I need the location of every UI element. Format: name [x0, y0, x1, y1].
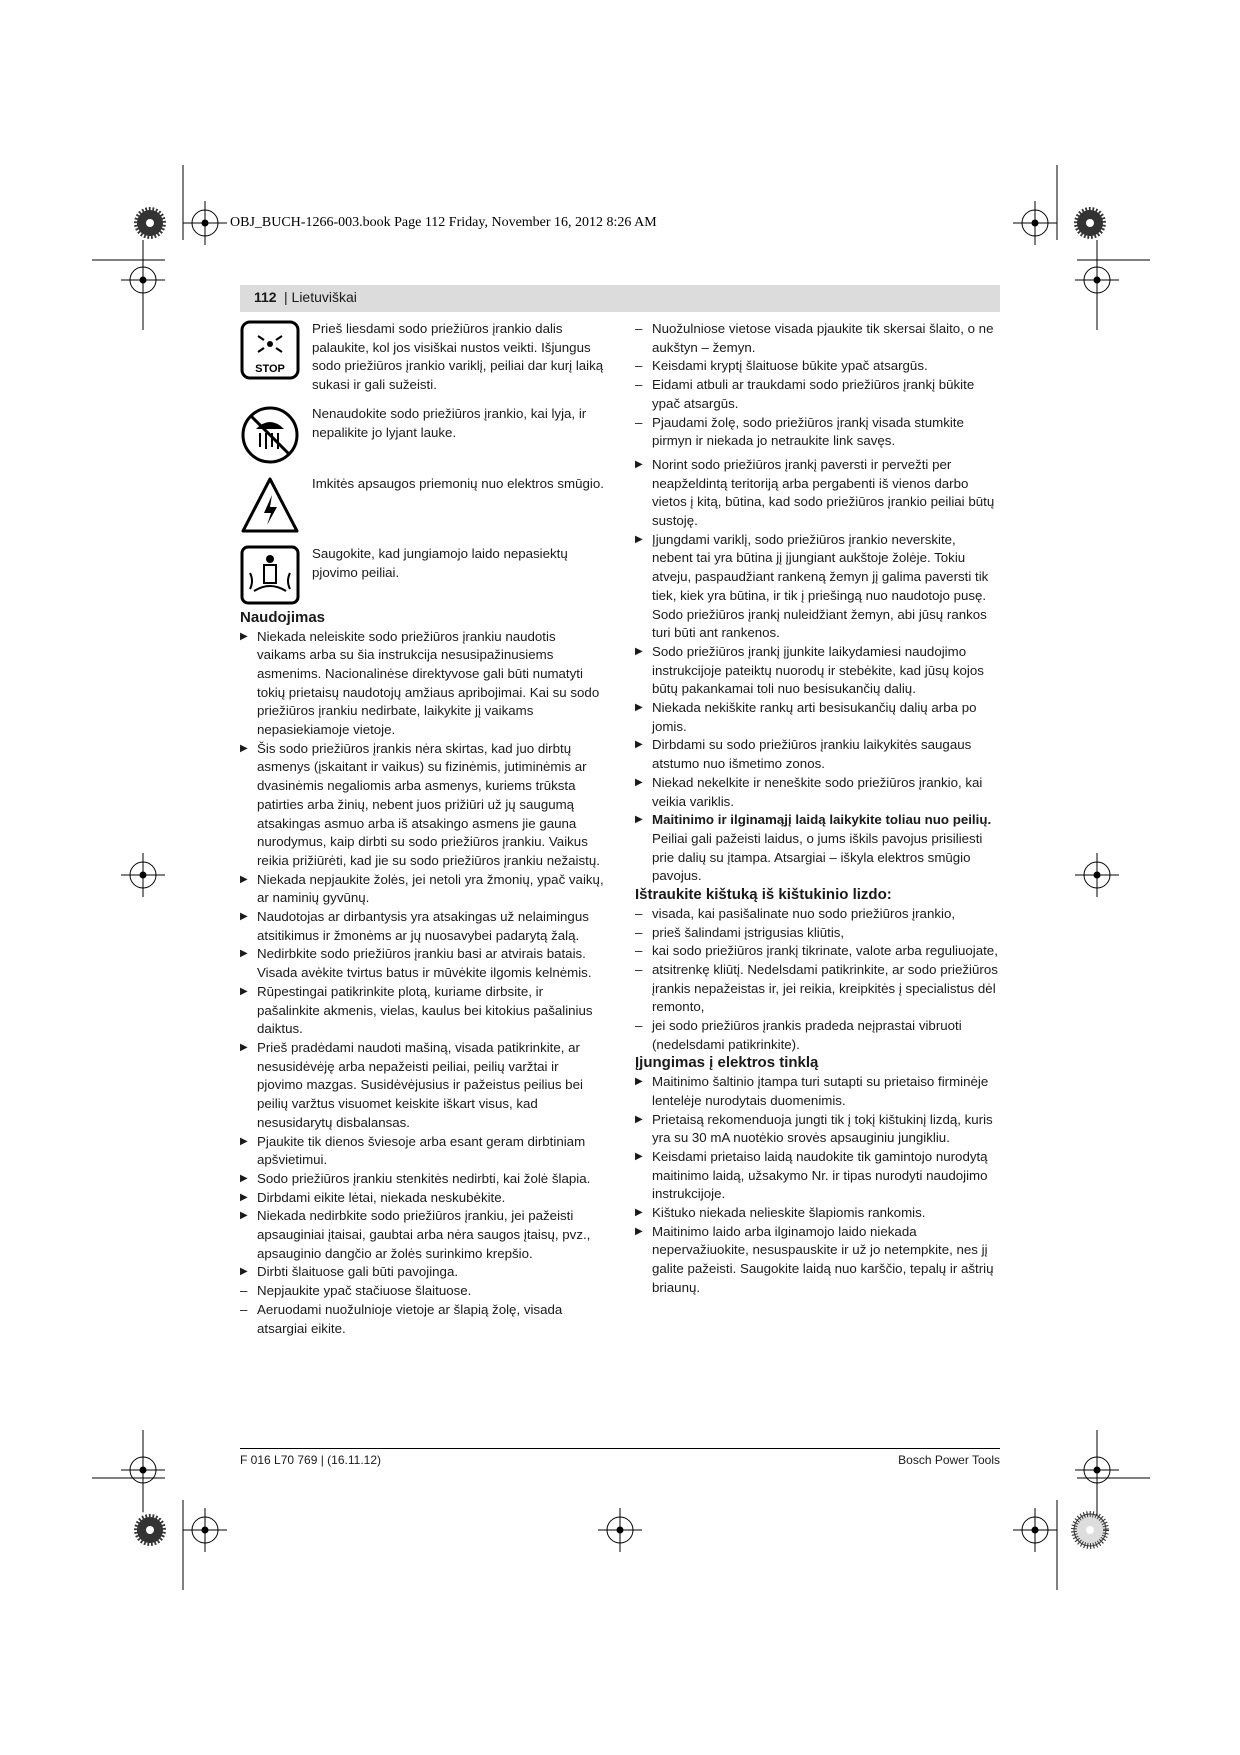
list-item: ▶ Naudotojas ar dirbantysis yra atsakingas už nelaimingus atsitikimus ir žmonėms ar jų nuosavybei padarytą žalą. [240, 909, 589, 943]
list-item: ▶ Dirbdami eikite lėtai, niekada neskubėkite. [240, 1189, 605, 1208]
bullet-marker: ▶ [635, 645, 643, 657]
list-item: ▶ Dirbti šlaituose gali būti pavojinga. [240, 1263, 605, 1282]
dash-marker: – [635, 905, 643, 921]
list-item: ▶ Niekad nekelkite ir neneškite sodo priežiūros įrankio, kai veikia variklis. [635, 774, 983, 809]
bullet-marker: ▶ [240, 1191, 248, 1203]
stop-label: STOP [255, 363, 285, 375]
dash-marker: – [240, 1283, 248, 1299]
list-item: ▶ Niekada nedirbkite sodo priežiūros įrankiu, jei pažeisti apsauginiai įtaisai, gaubtai arba nėra saugos įtaisų, pvz., apsauginio dangčio ar žolės surinkimo krepšio. [240, 1208, 591, 1261]
bullet-marker: ▶ [240, 985, 248, 997]
list-item: ▶ Maitinimo laido arba ilginamojo laido niekada nepervažiuokite, nesuspauskite ir už jo netempkite, nes jį galite pažeisti. Saugokite laidą nuo karščio, tepalų ir aštrių briaunų. [635, 1223, 994, 1295]
bullet-marker: ▶ [240, 1041, 248, 1053]
footer-brand: Bosch Power Tools [898, 1453, 1000, 1467]
bullet-marker: ▶ [240, 1266, 248, 1278]
list-item: ▶ Prieš pradėdami naudoti mašiną, visada patikrinkite, ar nesusidėvėję arba nepažeisti peiliai, peilių varžtai ir pjovimo mazgas. Susidėvėjusius ir pažeistus peilius bei peilių varžtus visuomet keiskite iškart visus, kad nesusidarytų disbalansas. [240, 1039, 583, 1130]
dash-item: – Eidami atbuli ar traukdami sodo priežiūros įrankį būkite ypač atsargūs. [635, 377, 975, 411]
cable-warning [240, 545, 605, 605]
page-number: 112 [254, 289, 277, 305]
dash-item: – prieš šalindami įstrigusias kliūtis, [635, 924, 1000, 943]
list-item: ▶ Sodo priežiūros įrankiu stenkitės nedirbti, kai žolė šlapia. [240, 1170, 605, 1189]
operation-list [635, 456, 1000, 886]
list-item: ▶ Kištuko niekada nelieskite šlapiomis rankomis. [635, 1204, 1000, 1223]
list-item: ▶ Dirbdami su sodo priežiūros įrankiu laikykitės saugaus atstumo nuo išmetimo zonos. [635, 737, 972, 772]
bullet-marker: ▶ [635, 1150, 643, 1162]
dash-item: – atsitrenkę kliūtį. Nedelsdami patikrinkite, ar sodo priežiūros įrankis nepažeistas ir, jei reikia, kreipkitės į specialistus dėl remonto, [635, 961, 998, 1015]
dash-item: – Keisdami kryptį šlaituose būkite ypač atsargūs. [635, 357, 1000, 376]
bullet-marker: ▶ [240, 742, 248, 754]
dash-marker: – [635, 321, 643, 336]
dash-item: – jei sodo priežiūros įrankis pradeda neįprastai vibruoti (nedelsdami patikrinkite). [635, 1018, 962, 1052]
bullet-marker: ▶ [635, 533, 643, 545]
list-item: ▶ Įjungdami variklį, sodo priežiūros įrankio neverskite, nebent tai yra būtina jį įjungiant aukštoje žolėje. Tokiu atveju, paspaudžiant rankeną žemyn jį galima paversti tik tiek, kiek yra būtina, ir tik į priešingą nuo naudotojo pusę. Sodo priežiūros įrankį nuleidžiant žemyn, abi jūsų rankos turi būti ant rankenos. [635, 531, 989, 641]
shock-warning [240, 475, 605, 535]
mains-heading: Įjungimas į elektros tinklą [635, 1054, 819, 1072]
footer-code: F 016 L70 769 | (16.11.12) [240, 1453, 381, 1467]
list-item: ▶ Šis sodo priežiūros įrankis nėra skirtas, kad juo dirbtų asmenys (įskaitant ir vaikus) su fizinėmis, jutiminėmis ar dvasinėmis negaliomis arba asmenys, kuriems trūksta patirties arba žinių, nebent juos prižiūri už jų saugumą atsakingas asmuo arba iš atsakingo asmens jie gauna nurodymus, kaip dirbti su sodo priežiūros įrankiu. Vaikus reikia prižiūrėti, kad jie su sodo priežiūros įrankiu nežaistų. [240, 740, 600, 868]
bullet-marker: ▶ [240, 1172, 248, 1184]
right-column [635, 320, 1000, 1298]
bullet-marker: ▶ [635, 1076, 643, 1088]
bullet-marker: ▶ [240, 873, 248, 885]
dash-item: – visada, kai pasišalinate nuo sodo priežiūros įrankio, [635, 905, 1000, 924]
no-rain-icon [240, 405, 300, 465]
dash-marker: – [635, 358, 643, 374]
list-item: ▶ Nedirbkite sodo priežiūros įrankiu basi ar atvirais batais. Visada avėkite tvirtus batus ir mūvėkite ilgomis kelnėmis. [240, 946, 592, 981]
language-label: | Lietuviškai [284, 289, 357, 305]
dash-marker: – [635, 961, 643, 977]
left-column [240, 320, 605, 1338]
list-item: ▶ Prietaisą rekomenduoja jungti tik į tokį kištukinį lizdą, kuris yra su 30 mA nuotėkio srovės apsauginiu jungikliu. [635, 1111, 993, 1146]
list-item: ▶ Keisdami prietaiso laidą naudokite tik gamintojo nurodytą maitinimo laidą, užsakymo Nr. ir tipas nurodyti naudojimo instrukcijoje. [635, 1148, 988, 1202]
cable-blade-icon [240, 545, 300, 605]
list-item: ▶ Sodo priežiūros įrankį įjunkite laikydamiesi naudojimo instrukcijoje pateiktų nuorodų ir stebėkite, kad jūsų kojos būtų pakankamai toli nuo besisukančių dalių. [635, 643, 984, 697]
bullet-marker: ▶ [635, 1225, 643, 1237]
list-item: ▶ Niekada nekiškite rankų arti besisukančių dalių arba po jomis. [635, 700, 977, 734]
dash-item: – Pjaudami žolę, sodo priežiūros įrankį visada stumkite pirmyn ir niekada jo netraukite link savęs. [635, 414, 964, 449]
footer-rule [240, 1448, 1000, 1449]
list-item: ▶ Rūpestingai patikrinkite plotą, kuriame dirbsite, ir pašalinkite akmenis, vielas, kaulus bei kitokius pašalinius daiktus. [240, 983, 593, 1037]
shock-warning-text: Imkitės apsaugos priemonių nuo elektros smūgio. [312, 475, 604, 491]
stop-rotating-blades-icon [240, 320, 300, 380]
cable-warning-text: Saugokite, kad jungiamojo laido nepasiektų pjovimo peiliai. [312, 545, 568, 580]
bullet-marker: ▶ [635, 1113, 643, 1125]
dash-item: – kai sodo priežiūros įrankį tikrinate, valote arba reguliuojate, [635, 942, 1000, 961]
list-item: ▶ Norint sodo priežiūros įrankį paversti ir pervežti per neapželdintą teritoriją arba pergabenti iš vienos darbo vietos į kitą, būtina, kad sodo priežiūros įrankio peiliai būtų sustoję. [635, 456, 995, 529]
list-item: ▶ Pjaukite tik dienos šviesoje arba esant geram dirbtiniam apšvietimui. [240, 1133, 586, 1168]
bullet-marker: ▶ [240, 1210, 248, 1222]
bold-warning: Maitinimo ir ilginamąjį laidą laikykite toliau nuo peilių. [652, 812, 992, 828]
bullet-marker: ▶ [635, 702, 643, 714]
stop-warning-text: Prieš liesdami sodo priežiūros įrankio dalis palaukite, kol jos visiškai nustos veikti. Išjungus sodo priežiūros įrankio variklį, peiliai dar kurį laiką sukasi ir gali sužeisti. [312, 321, 604, 393]
mains-list [635, 1073, 1000, 1297]
dash-marker: – [635, 377, 643, 393]
bullet-marker: ▶ [240, 948, 248, 960]
bullet-marker: ▶ [635, 1207, 643, 1219]
slope-list [635, 320, 1000, 451]
page-header [240, 285, 1000, 312]
bullet-marker: ▶ [635, 458, 643, 470]
list-item: ▶ Maitinimo šaltinio įtampa turi sutapti su prietaiso firminėje lentelėje nurodytais duomenimis. [635, 1074, 989, 1108]
usage-list [240, 628, 605, 1339]
list-item: ▶ Niekada nepjaukite žolės, jei netoli yra žmonių, ypač vaikų, ar naminių gyvūnų. [240, 871, 604, 906]
dash-item: – Nepjaukite ypač stačiuose šlaituose. [240, 1282, 605, 1301]
electric-shock-icon [240, 475, 300, 535]
unplug-heading: Ištraukite kištuką iš kištukinio lizdo: [635, 886, 892, 904]
dash-marker: – [635, 1018, 643, 1034]
usage-heading: Naudojimas [240, 608, 326, 626]
list-item: ▶ Maitinimo ir ilginamąjį laidą laikykite toliau nuo peilių. Peiliai gali pažeisti laidus, o jums iškils pavojus prisiliesti prie dalių su įtampa. Atsargiai – iškyla elektros smūgio pavojus. [635, 812, 992, 884]
bullet-marker: ▶ [240, 911, 248, 923]
stop-warning [240, 320, 605, 395]
dash-marker: – [635, 924, 643, 940]
dash-marker: – [635, 414, 643, 430]
dash-item: – Nuožulniose vietose visada pjaukite tik skersai šlaito, o ne aukštyn – žemyn. [635, 321, 994, 355]
rain-warning [240, 405, 605, 465]
print-info: OBJ_BUCH-1266-003.book Page 112 Friday, November 16, 2012 8:26 AM [230, 215, 657, 230]
bullet-marker: ▶ [240, 630, 248, 642]
rain-warning-text: Nenaudokite sodo priežiūros įrankio, kai lyja, ir nepalikite jo lyjant lauke. [312, 405, 587, 440]
list-item: ▶ Niekada neleiskite sodo priežiūros įrankiu naudotis vaikams arba su šia instrukcija nesusipažinusiems asmenims. Nacionalinėse direktyvose gali būti numatyti tokių prietaisų naudotojų amžiaus apribojimai. Kai su sodo priežiūros įrankiu nedirbate, laikykite jį vaikams nepasiekiamoje vietoje. [240, 628, 600, 738]
dash-marker: – [240, 1301, 248, 1317]
bullet-marker: ▶ [635, 776, 643, 788]
bullet-marker: ▶ [240, 1135, 248, 1147]
bullet-marker: ▶ [635, 814, 643, 826]
dash-item: – Aeruodami nuožulnioje vietoje ar šlapią žolę, visada atsargiai eikite. [240, 1301, 563, 1336]
bullet-marker: ▶ [635, 739, 643, 751]
unplug-list [635, 905, 1000, 1055]
dash-marker: – [635, 943, 643, 959]
